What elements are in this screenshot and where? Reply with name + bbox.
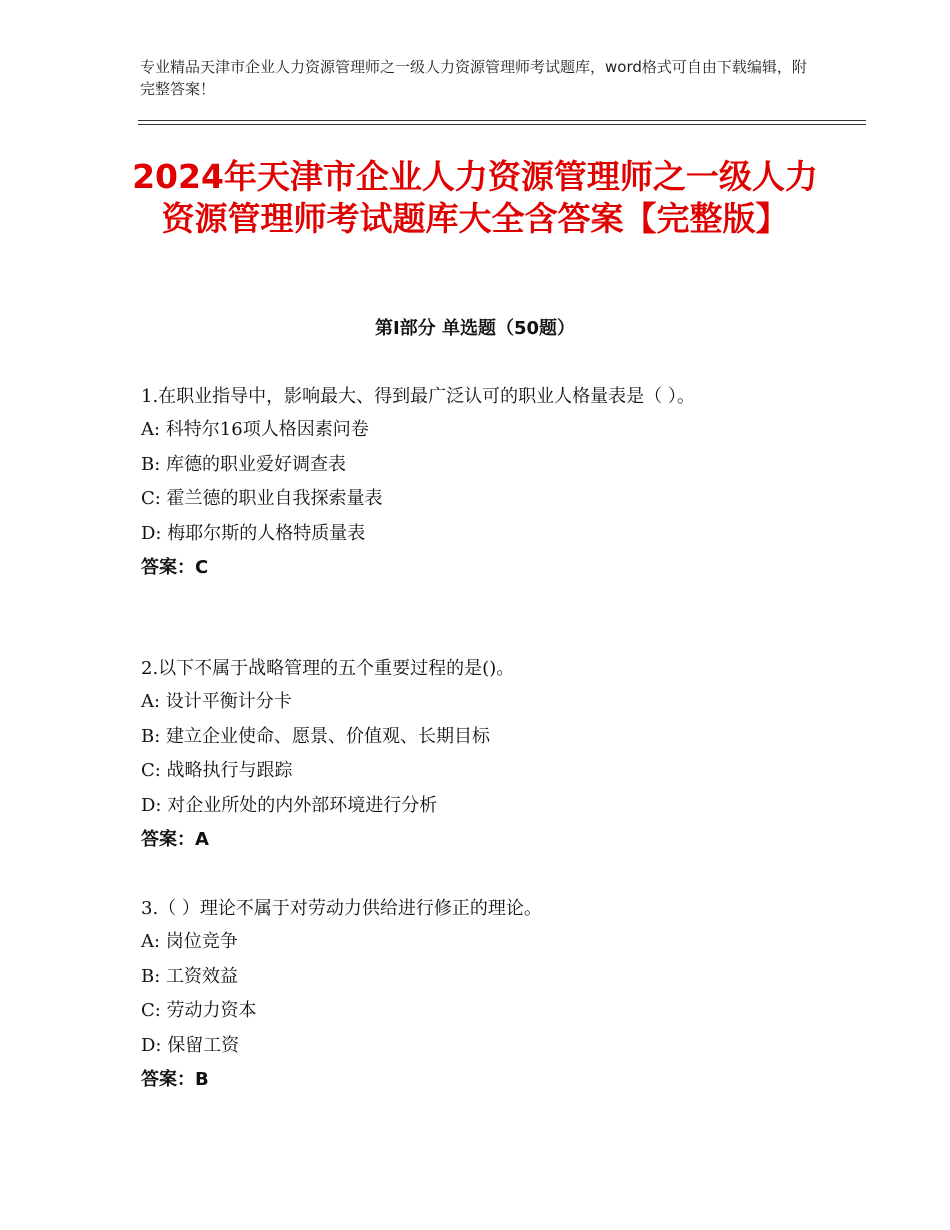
option-c: C: 霍兰德的职业自我探索量表 — [141, 488, 383, 509]
answer: 答案：C — [141, 557, 209, 578]
question-stem: 1.在职业指导中，影响最大、得到最广泛认可的职业人格量表是（ ）。 — [141, 386, 695, 407]
option-d: D: 梅耶尔斯的人格特质量表 — [141, 522, 366, 544]
option-b: B: 库德的职业爱好调查表 — [141, 453, 347, 475]
header-note: 专业精品天津市企业人力资源管理师之一级人力资源管理师考试题库，word格式可自由下载编辑，附完整答案！ — [140, 58, 807, 98]
option-c: C: 劳动力资本 — [141, 1000, 257, 1021]
option-a: A: 岗位竞争 — [141, 931, 238, 952]
option-d: D: 对企业所处的内外部环境进行分析 — [141, 794, 438, 816]
option-b: B: 建立企业使命、愿景、价值观、长期目标 — [141, 725, 491, 747]
option-b: B: 工资效益 — [141, 965, 239, 987]
answer: 答案：B — [141, 1069, 209, 1090]
document-title: 2024年天津市企业人力资源管理师之一级人力资源管理师考试题库大全含答案【完整版】 — [132, 157, 818, 238]
header-rule-top — [138, 120, 866, 121]
question-3 — [141, 892, 791, 1097]
header-rule-bottom — [138, 124, 866, 125]
option-a: A: 设计平衡计分卡 — [141, 691, 292, 712]
option-a: A: 科特尔16项人格因素问卷 — [141, 419, 369, 440]
question-stem: 2.以下不属于战略管理的五个重要过程的是()。 — [141, 658, 515, 679]
question-1 — [141, 380, 791, 585]
question-stem: 3.（ ）理论不属于对劳动力供给进行修正的理论。 — [141, 898, 542, 919]
question-2 — [141, 652, 791, 857]
answer: 答案：A — [141, 829, 209, 850]
option-d: D: 保留工资 — [141, 1034, 240, 1056]
section-heading: 第Ⅰ部分 单选题（50题） — [374, 318, 575, 339]
option-c: C: 战略执行与跟踪 — [141, 760, 293, 781]
